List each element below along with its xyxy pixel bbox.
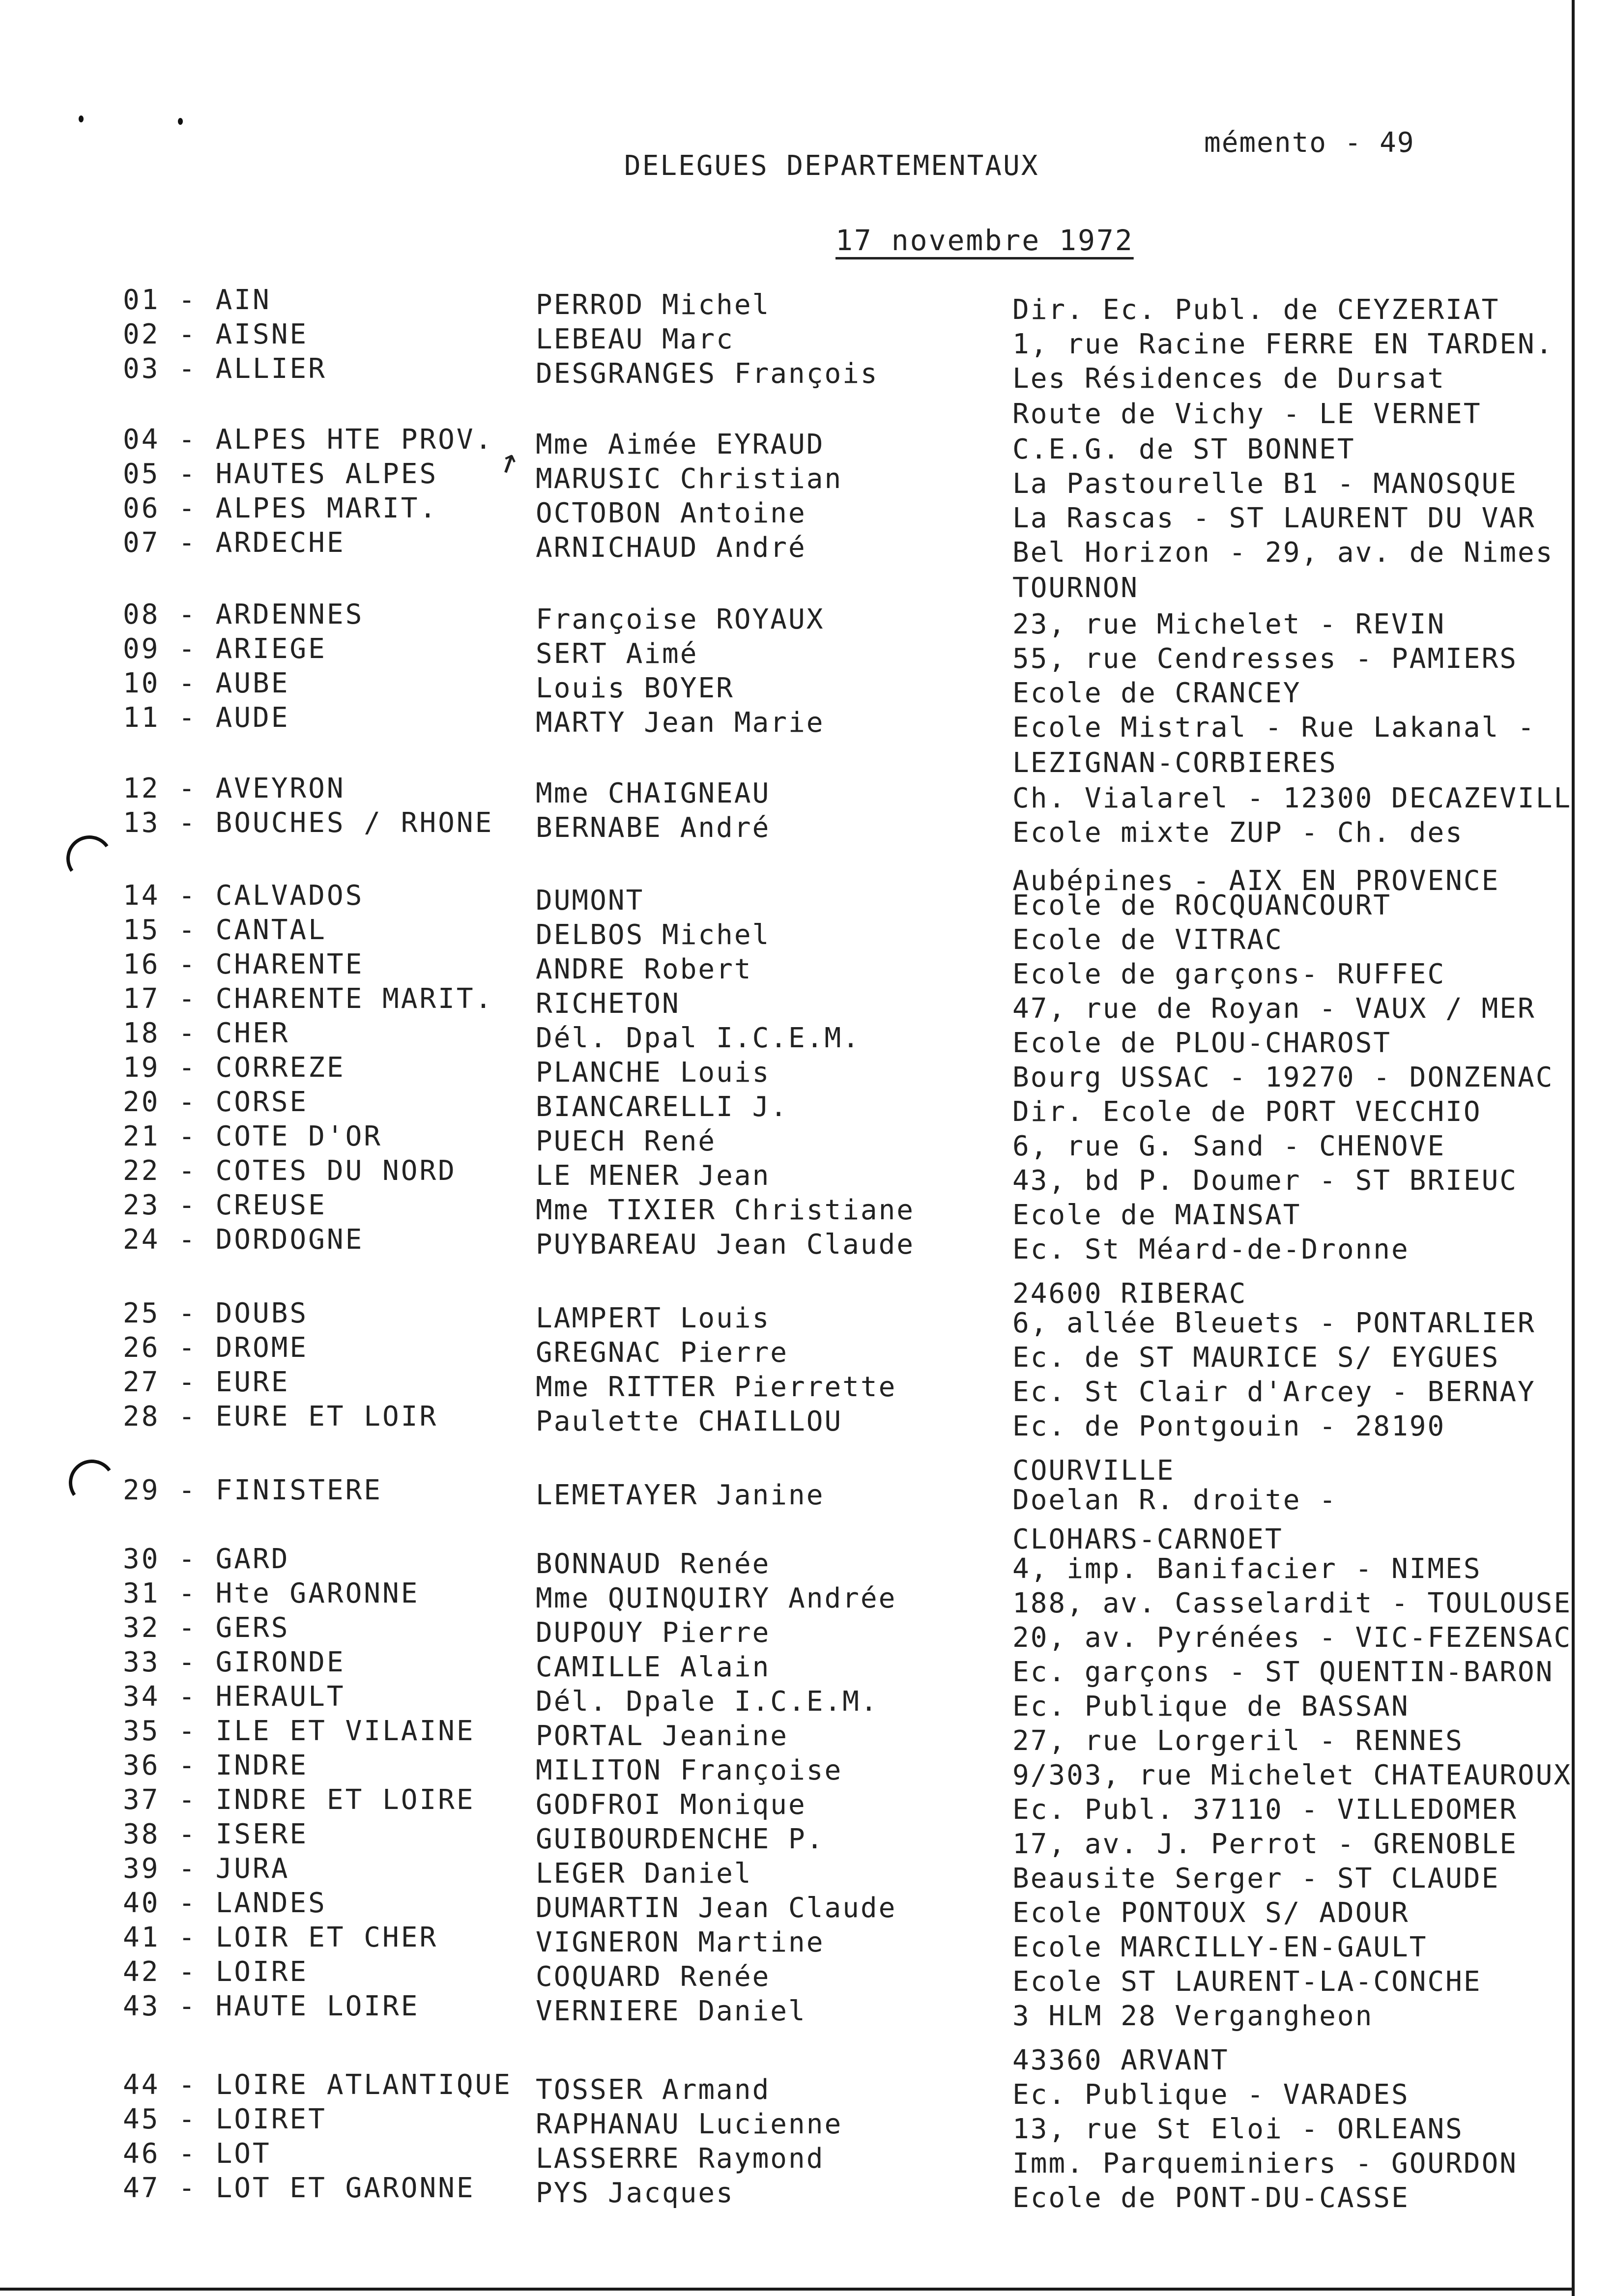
address-continuation: COURVILLE <box>1012 1455 1175 1487</box>
department: 46 - LOT <box>123 2138 271 2170</box>
department: 34 - HERAULT <box>123 1681 345 1713</box>
address: 9/303, rue Michelet CHATEAUROUX <box>1012 1759 1572 1791</box>
address: Ec. St Méard-de-Dronne <box>1012 1234 1410 1265</box>
address-continuation: TOURNON <box>1012 572 1139 604</box>
department: 24 - DORDOGNE <box>123 1224 364 1256</box>
department: 40 - LANDES <box>123 1887 327 1919</box>
department: 44 - LOIRE ATLANTIQUE <box>123 2069 513 2101</box>
delegate-name: TOSSER Armand <box>536 2074 771 2106</box>
delegate-name: RICHETON <box>536 988 680 1020</box>
delegate-name: MILITON Françoise <box>536 1754 843 1786</box>
delegate-name: LEBEAU Marc <box>536 323 734 355</box>
delegate-name: SERT Aimé <box>536 638 698 670</box>
speck-mark <box>178 118 183 125</box>
address: Ecole de CRANCEY <box>1012 677 1301 709</box>
address: La Rascas - ST LAURENT DU VAR <box>1012 502 1536 534</box>
address: Les Résidences de Dursat <box>1012 363 1446 395</box>
address: Dir. Ecole de PORT VECCHIO <box>1012 1096 1482 1128</box>
document-date: 17 novembre 1972 <box>835 224 1134 257</box>
address: Ec. Publ. 37110 - VILLEDOMER <box>1012 1794 1518 1826</box>
address: 3 HLM 28 Vergangheon <box>1012 2000 1374 2032</box>
delegate-name: Mme QUINQUIRY Andrée <box>536 1582 897 1614</box>
handwritten-arc-mark <box>65 1456 119 1510</box>
department: 38 - ISERE <box>123 1818 309 1850</box>
department: 02 - AISNE <box>123 318 309 350</box>
document-title: DELEGUES DEPARTEMENTAUX <box>624 150 1039 182</box>
address-continuation: CLOHARS-CARNOET <box>1012 1523 1283 1555</box>
department: 43 - HAUTE LOIRE <box>123 1990 420 2022</box>
address: 20, av. Pyrénées - VIC-FEZENSAC <box>1012 1622 1572 1654</box>
address: Bel Horizon - 29, av. de Nimes <box>1012 537 1554 569</box>
address-continuation: Route de Vichy - LE VERNET <box>1012 398 1482 430</box>
bottom-rule <box>0 2288 1573 2291</box>
delegate-name: DUMARTIN Jean Claude <box>536 1892 897 1924</box>
delegate-name: Mme RITTER Pierrette <box>536 1371 897 1403</box>
address: 6, allée Bleuets - PONTARLIER <box>1012 1307 1536 1339</box>
department: 47 - LOT ET GARONNE <box>123 2172 475 2204</box>
address: Ecole de VITRAC <box>1012 924 1283 956</box>
department: 09 - ARIEGE <box>123 633 327 665</box>
address: Ec. de ST MAURICE S/ EYGUES <box>1012 1342 1500 1374</box>
department: 30 - GARD <box>123 1543 290 1575</box>
address: 27, rue Lorgeril - RENNES <box>1012 1725 1464 1757</box>
address: Ecole de ROCQUANCOURT <box>1012 890 1392 921</box>
delegate-name: LEGER Daniel <box>536 1858 752 1890</box>
delegate-name: PUYBAREAU Jean Claude <box>536 1229 915 1261</box>
department: 07 - ARDECHE <box>123 527 345 559</box>
delegate-name: ARNICHAUD André <box>536 532 806 564</box>
delegate-name: ANDRE Robert <box>536 953 752 985</box>
address: Ecole de PLOU-CHAROST <box>1012 1027 1392 1059</box>
department: 14 - CALVADOS <box>123 880 364 912</box>
department: 22 - COTES DU NORD <box>123 1155 457 1187</box>
address: Ecole Mistral - Rue Lakanal - <box>1012 712 1536 744</box>
delegate-name: MARUSIC Christian <box>536 463 843 495</box>
delegate-name: MARTY Jean Marie <box>536 707 825 739</box>
speck-mark <box>79 115 84 122</box>
delegate-name: Louis BOYER <box>536 672 734 704</box>
delegate-name: Françoise ROYAUX <box>536 603 825 635</box>
address: Ecole de garçons- RUFFEC <box>1012 958 1446 990</box>
department: 29 - FINISTERE <box>123 1474 383 1506</box>
delegate-name: GODFROI Monique <box>536 1789 806 1821</box>
department: 32 - GERS <box>123 1612 290 1644</box>
department: 41 - LOIR ET CHER <box>123 1922 438 1953</box>
address: 43, bd P. Doumer - ST BRIEUC <box>1012 1165 1518 1197</box>
address-continuation: LEZIGNAN-CORBIERES <box>1012 747 1337 779</box>
address: Ecole mixte ZUP - Ch. des <box>1012 817 1464 849</box>
delegate-name: Mme CHAIGNEAU <box>536 777 771 809</box>
delegate-name: PORTAL Jeanine <box>536 1720 789 1752</box>
department: 15 - CANTAL <box>123 914 327 946</box>
delegate-name: LASSERRE Raymond <box>536 2143 825 2175</box>
department: 33 - GIRONDE <box>123 1646 345 1678</box>
delegate-name: GUIBOURDENCHE P. <box>536 1823 825 1855</box>
address-continuation: Aubépines - AIX EN PROVENCE <box>1012 865 1500 897</box>
delegate-name: CAMILLE Alain <box>536 1651 771 1683</box>
address: Beausite Serger - ST CLAUDE <box>1012 1863 1500 1894</box>
department: 03 - ALLIER <box>123 353 327 385</box>
delegate-name: GREGNAC Pierre <box>536 1337 789 1369</box>
department: 25 - DOUBS <box>123 1297 309 1329</box>
delegate-name: OCTOBON Antoine <box>536 497 806 529</box>
department: 27 - EURE <box>123 1366 290 1398</box>
delegate-name: Dél. Dpal I.C.E.M. <box>536 1022 861 1054</box>
delegate-name: LE MENER Jean <box>536 1160 771 1192</box>
delegate-name: Mme Aimée EYRAUD <box>536 429 825 460</box>
department: 08 - ARDENNES <box>123 599 364 631</box>
address: 55, rue Cendresses - PAMIERS <box>1012 643 1518 675</box>
delegate-name: DESGRANGES François <box>536 358 879 390</box>
address: Ec. St Clair d'Arcey - BERNAY <box>1012 1376 1536 1408</box>
address: 1, rue Racine FERRE EN TARDEN. <box>1012 328 1554 360</box>
department: 13 - BOUCHES / RHONE <box>123 807 494 839</box>
address: Ecole de MAINSAT <box>1012 1199 1301 1231</box>
delegate-name: PLANCHE Louis <box>536 1057 771 1089</box>
delegate-name: PERROD Michel <box>536 289 771 321</box>
department: 42 - LOIRE <box>123 1956 309 1988</box>
delegate-name: LAMPERT Louis <box>536 1302 771 1334</box>
delegate-name: DUMONT <box>536 885 644 917</box>
delegate-name: DELBOS Michel <box>536 919 771 951</box>
address: 188, av. Casselardit - TOULOUSE <box>1012 1587 1572 1619</box>
department: 04 - ALPES HTE PROV. <box>123 424 494 456</box>
address: Ec. Publique de BASSAN <box>1012 1691 1410 1722</box>
delegate-name: Dél. Dpale I.C.E.M. <box>536 1686 879 1718</box>
department: 19 - CORREZE <box>123 1052 345 1084</box>
department: 16 - CHARENTE <box>123 948 364 980</box>
department: 26 - DROME <box>123 1332 309 1364</box>
delegate-name: COQUARD Renée <box>536 1961 771 1993</box>
address: 4, imp. Banifacier - NIMES <box>1012 1553 1482 1585</box>
department: 37 - INDRE ET LOIRE <box>123 1784 475 1816</box>
address: Ecole ST LAURENT-LA-CONCHE <box>1012 1966 1482 1998</box>
delegate-name: BONNAUD Renée <box>536 1548 771 1580</box>
delegate-name: BIANCARELLI J. <box>536 1091 789 1123</box>
delegate-name: Paulette CHAILLOU <box>536 1406 843 1437</box>
address-continuation: 43360 ARVANT <box>1012 2044 1229 2076</box>
department: 01 - AIN <box>123 284 271 316</box>
address: C.E.G. de ST BONNET <box>1012 433 1355 465</box>
address: 6, rue G. Sand - CHENOVE <box>1012 1130 1446 1162</box>
department: 35 - ILE ET VILAINE <box>123 1715 475 1747</box>
address: La Pastourelle B1 - MANOSQUE <box>1012 468 1518 500</box>
address: 23, rue Michelet - REVIN <box>1012 608 1446 640</box>
handwritten-arc-mark <box>63 832 116 886</box>
page-edge-rule <box>1572 0 1575 2296</box>
address: Dir. Ec. Publ. de CEYZERIAT <box>1012 294 1500 326</box>
address: Ecole de PONT-DU-CASSE <box>1012 2182 1410 2214</box>
address: Ch. Vialarel - 12300 DECAZEVILL <box>1012 782 1572 814</box>
department: 17 - CHARENTE MARIT. <box>123 983 494 1015</box>
department: 06 - ALPES MARIT. <box>123 492 438 524</box>
address: Bourg USSAC - 19270 - DONZENAC <box>1012 1062 1554 1093</box>
department: 21 - COTE D'OR <box>123 1120 383 1152</box>
department: 31 - Hte GARONNE <box>123 1578 420 1609</box>
delegate-name: PUECH René <box>536 1125 717 1157</box>
address: Doelan R. droite - <box>1012 1484 1337 1516</box>
delegate-name: LEMETAYER Janine <box>536 1479 825 1511</box>
address: Ec. Publique - VARADES <box>1012 2079 1410 2111</box>
address: Ecole PONTOUX S/ ADOUR <box>1012 1897 1410 1929</box>
department: 18 - CHER <box>123 1017 290 1049</box>
department: 20 - CORSE <box>123 1086 309 1118</box>
address: Ecole MARCILLY-EN-GAULT <box>1012 1931 1428 1963</box>
department: 28 - EURE ET LOIR <box>123 1401 438 1433</box>
address-continuation: 24600 RIBERAC <box>1012 1278 1247 1310</box>
memento-reference: mémento - 49 <box>1204 127 1415 159</box>
delegate-name: DUPOUY Pierre <box>536 1617 771 1649</box>
address: 13, rue St Eloi - ORLEANS <box>1012 2113 1464 2145</box>
handwritten-arrow-mark: ↗ <box>489 437 525 483</box>
address: Ec. de Pontgouin - 28190 <box>1012 1410 1446 1442</box>
address: 47, rue de Royan - VAUX / MER <box>1012 993 1536 1025</box>
delegate-name: BERNABE André <box>536 812 771 844</box>
delegate-name: RAPHANAU Lucienne <box>536 2108 843 2140</box>
department: 05 - HAUTES ALPES <box>123 458 438 490</box>
delegate-name: Mme TIXIER Christiane <box>536 1194 915 1226</box>
delegate-name: VIGNERON Martine <box>536 1926 825 1958</box>
department: 12 - AVEYRON <box>123 773 345 804</box>
department: 45 - LOIRET <box>123 2103 327 2135</box>
department: 11 - AUDE <box>123 702 290 734</box>
address: Imm. Parqueminiers - GOURDON <box>1012 2148 1518 2180</box>
delegate-name: VERNIERE Daniel <box>536 1995 806 2027</box>
address: 17, av. J. Perrot - GRENOBLE <box>1012 1828 1518 1860</box>
address: Ec. garçons - ST QUENTIN-BARON <box>1012 1656 1554 1688</box>
department: 23 - CREUSE <box>123 1189 327 1221</box>
delegate-name: PYS Jacques <box>536 2177 734 2209</box>
department: 39 - JURA <box>123 1853 290 1885</box>
department: 10 - AUBE <box>123 667 290 699</box>
department: 36 - INDRE <box>123 1750 309 1781</box>
